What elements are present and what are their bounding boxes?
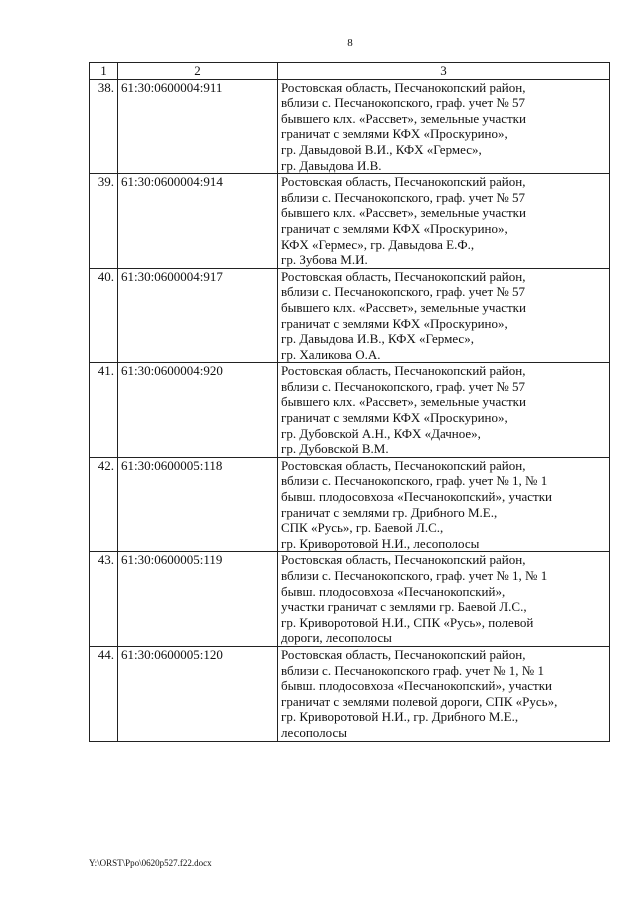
description-line: граничат с землями КФХ «Проскурино», [281, 315, 508, 331]
description-line: бывшего клх. «Рассвет», земельные участки [281, 394, 526, 410]
description-line: Ростовская область, Песчанокопский район, [281, 174, 526, 190]
cadastral-number: 61:30:0600005:118 [118, 457, 278, 552]
description-line: вблизи с. Песчанокопского, граф. учет № 57 [281, 378, 526, 394]
description-line: бывш. плодосовхоза «Песчанокопский», [281, 583, 506, 599]
row-number: 43. [90, 552, 118, 647]
description-line: Ростовская область, Песчанокопский район, [281, 79, 526, 95]
description-line: Ростовская область, Песчанокопский район, [281, 363, 526, 379]
land-plots-table [89, 62, 610, 742]
plot-description [278, 268, 610, 363]
row-number: 40. [90, 268, 118, 363]
description-line: КФХ «Гермес», гр. Давыдова Е.Ф., [281, 236, 475, 252]
row-number: 44. [90, 646, 118, 741]
description-line: бывшего клх. «Рассвет», земельные участки [281, 299, 526, 315]
table-row [90, 174, 610, 269]
description-line: бывш. плодосовхоза «Песчанокопский», участки [281, 489, 552, 505]
table-row [90, 552, 610, 647]
description-line: гр. Дубовской А.Н., КФХ «Дачное», [281, 425, 481, 441]
cadastral-number: 61:30:0600004:920 [118, 363, 278, 458]
description-line: гр. Дубовской В.М. [281, 441, 389, 457]
description-line: граничат с землями КФХ «Проскурино», [281, 220, 508, 236]
row-number: 39. [90, 174, 118, 269]
page-number: 8 [347, 37, 353, 49]
description-line: лесополосы [281, 724, 347, 740]
description-line: вблизи с. Песчанокопского граф. учет № 1, № 1 [281, 662, 544, 678]
description-line: граничат с землями полевой дороги, СПК «Русь», [281, 693, 558, 709]
description-line: вблизи с. Песчанокопского, граф. учет № 57 [281, 284, 526, 300]
table-header-row [90, 63, 610, 80]
plot-description [278, 174, 610, 269]
description-line: Ростовская область, Песчанокопский район, [281, 552, 526, 568]
description-line: граничат с землями КФХ «Проскурино», [281, 126, 508, 142]
column-header-number: 1 [90, 63, 118, 80]
table-body [90, 63, 610, 742]
description-line: гр. Криворотовой Н.И., СПК «Русь», полевой [281, 614, 534, 630]
cadastral-number: 61:30:0600004:917 [118, 268, 278, 363]
table-row [90, 268, 610, 363]
description-line: гр. Криворотовой Н.И., гр. Дрибного М.Е., [281, 709, 519, 725]
footer-file-path: Y:\ORST\Ppo\0620p527.f22.docx [89, 858, 212, 868]
description-line: граничат с землями гр. Дрибного М.Е., [281, 504, 498, 520]
table-row [90, 79, 610, 174]
description-line: граничат с землями КФХ «Проскурино», [281, 410, 508, 426]
description-line: участки граничат с землями гр. Баевой Л.С., [281, 599, 527, 615]
description-line: гр. Давыдова И.В., КФХ «Гермес», [281, 331, 474, 347]
plot-description [278, 79, 610, 174]
plot-description [278, 552, 610, 647]
description-line: вблизи с. Песчанокопского, граф. учет № 1, № 1 [281, 568, 548, 583]
plot-description [278, 363, 610, 458]
column-header-cadastral: 2 [118, 63, 278, 80]
table-row [90, 646, 610, 741]
description-line: вблизи с. Песчанокопского, граф. учет № 57 [281, 189, 526, 205]
description-line: бывшего клх. «Рассвет», земельные участки [281, 205, 526, 221]
table-row [90, 363, 610, 458]
description-line: вблизи с. Песчанокопского, граф. учет № 57 [281, 95, 526, 111]
description-line: Ростовская область, Песчанокопский район, [281, 646, 526, 662]
description-line: СПК «Русь», гр. Баевой Л.С., [281, 520, 444, 536]
row-number: 42. [90, 457, 118, 552]
description-line: гр. Давыдова И.В. [281, 157, 382, 173]
cadastral-number: 61:30:0600004:911 [118, 79, 278, 174]
description-line: вблизи с. Песчанокопского, граф. учет № 1, № 1 [281, 473, 548, 489]
cadastral-number: 61:30:0600005:120 [118, 646, 278, 741]
cadastral-number: 61:30:0600005:119 [118, 552, 278, 647]
description-line: бывш. плодосовхоза «Песчанокопский», участки [281, 678, 552, 694]
description-line: гр. Криворотовой Н.И., лесополосы [281, 535, 480, 551]
row-number: 41. [90, 363, 118, 458]
row-number: 38. [90, 79, 118, 174]
description-line: гр. Давыдовой В.И., КФХ «Гермес», [281, 141, 482, 157]
cadastral-number: 61:30:0600004:914 [118, 174, 278, 269]
description-line: Ростовская область, Песчанокопский район, [281, 457, 526, 473]
description-line: гр. Зубова М.И. [281, 252, 368, 268]
description-line: бывшего клх. «Рассвет», земельные участки [281, 110, 526, 126]
description-line: Ростовская область, Песчанокопский район, [281, 268, 526, 284]
table-row [90, 457, 610, 552]
description-line: гр. Халикова О.А. [281, 346, 381, 362]
description-line: дороги, лесополосы [281, 630, 392, 646]
plot-description [278, 457, 610, 552]
plot-description [278, 646, 610, 741]
column-header-description: 3 [278, 63, 610, 80]
